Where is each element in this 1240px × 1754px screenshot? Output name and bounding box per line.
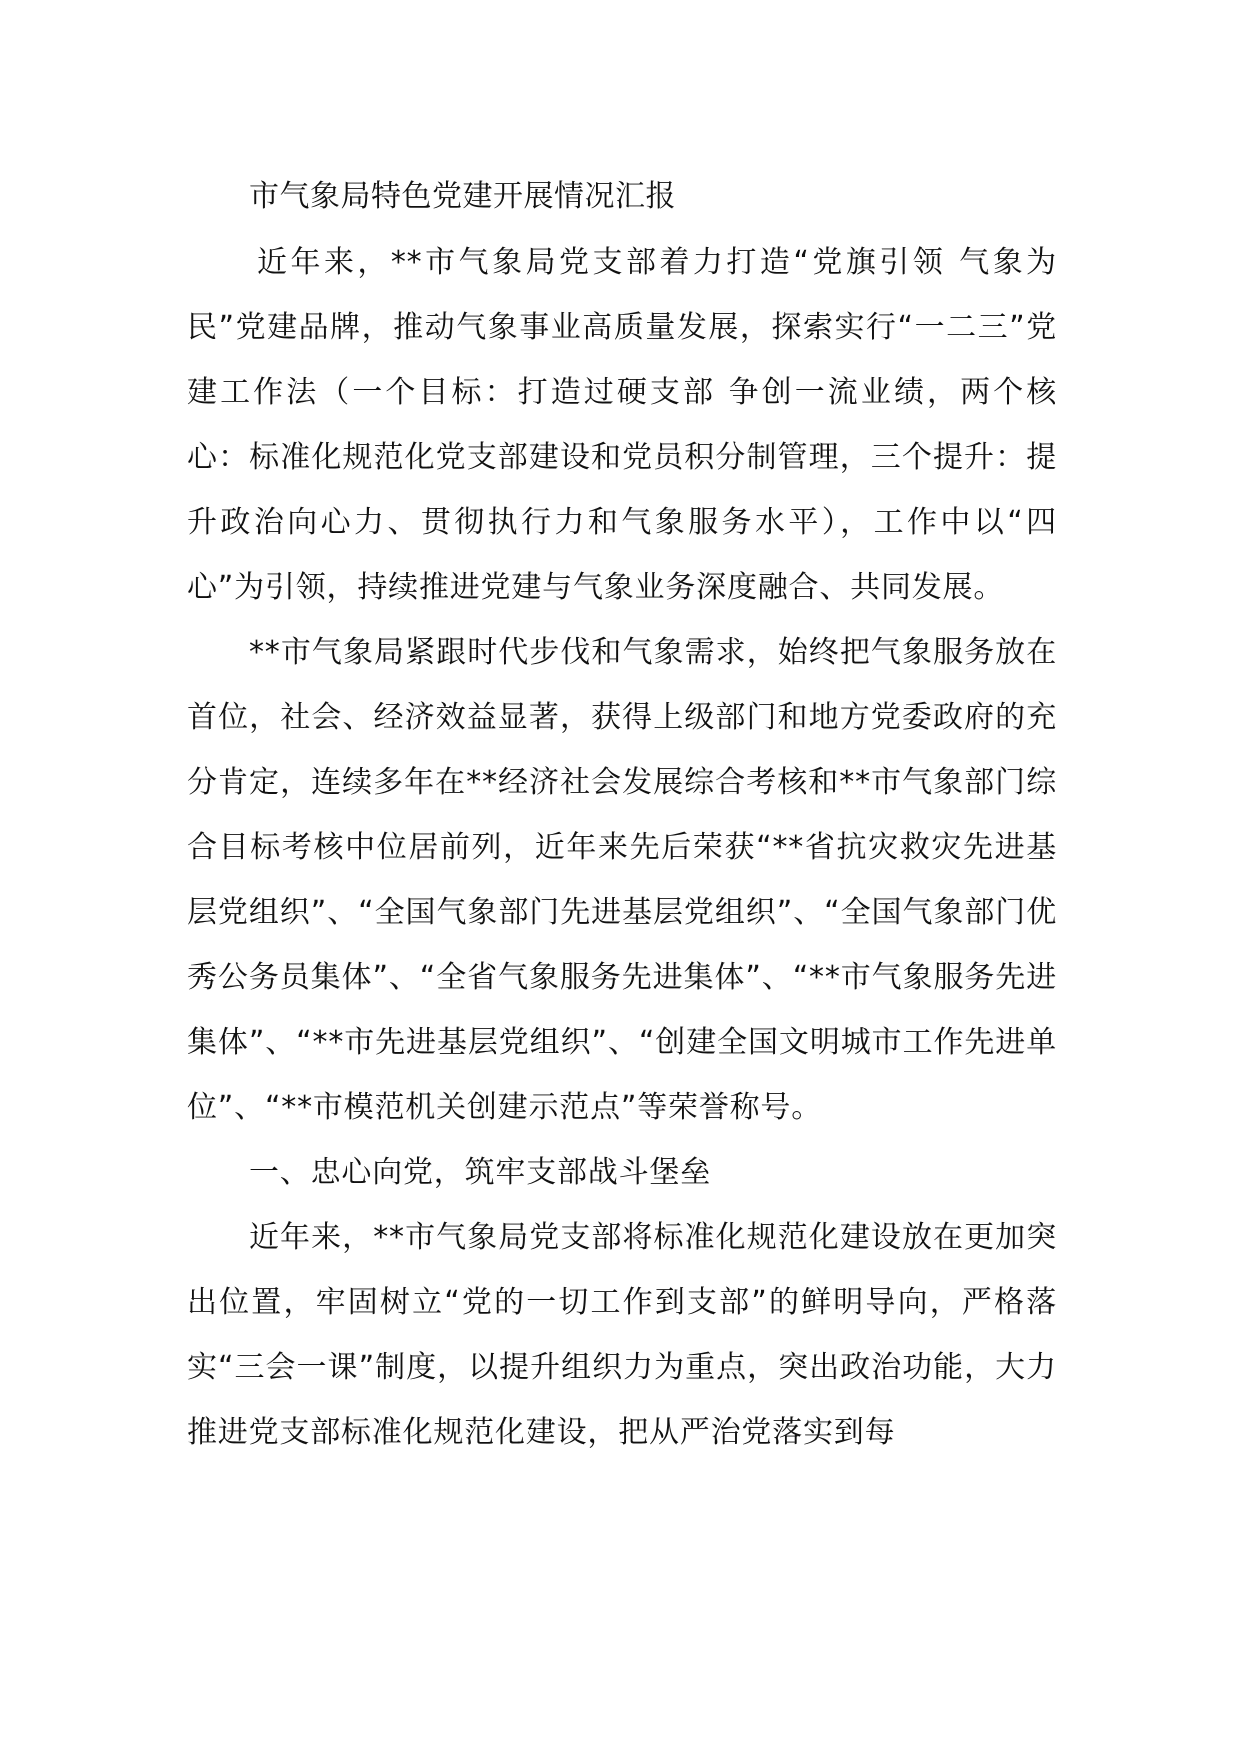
paragraph-achievements: **市气象局紧跟时代步伐和气象需求，始终把气象服务放在首位，社会、经济效益显著，获得上级部门和地方党委政府的充分肯定，连续多年在**经济社会发展综合考核和**市气象部门综合目标考核中位居前列，近年来先后荣获“**省抗灾救灾先进基层党组织”、“全国气象部门先进基层党组织”、“全国气象部门优秀公务员集体”、“全省气象服务先进集体”、“**市气象服务先进集体”、“**市先进基层党组织”、“创建全国文明城市工作先进单位”、“**市模范机关创建示范点”等荣誉称号。 [187, 635, 1057, 1125]
document-title: 市气象局特色党建开展情况汇报 [249, 179, 676, 214]
document-body [187, 164, 1057, 1465]
paragraph-intro: 近年来，**市气象局党支部着力打造“党旗引领 气象为民”党建品牌，推动气象事业高质量发展，探索实行“一二三”党建工作法（一个目标：打造过硬支部 争创一流业绩，两个核心：标准化规范化党支部建设和党员积分制管理，三个提升：提升政治向心力、贯彻执行力和气象服务水平），工作中以“四心”为引领，持续推进党建与气象业务深度融合、共同发展。 [187, 245, 1057, 605]
paragraph-section-1: 近年来，**市气象局党支部将标准化规范化建设放在更加突出位置，牢固树立“党的一切工作到支部”的鲜明导向，严格落实“三会一课”制度，以提升组织力为重点，突出政治功能，大力推进党支部标准化规范化建设，把从严治党落实到每 [187, 1220, 1057, 1450]
section-heading-1: 一、忠心向党，筑牢支部战斗堡垒 [249, 1155, 711, 1190]
